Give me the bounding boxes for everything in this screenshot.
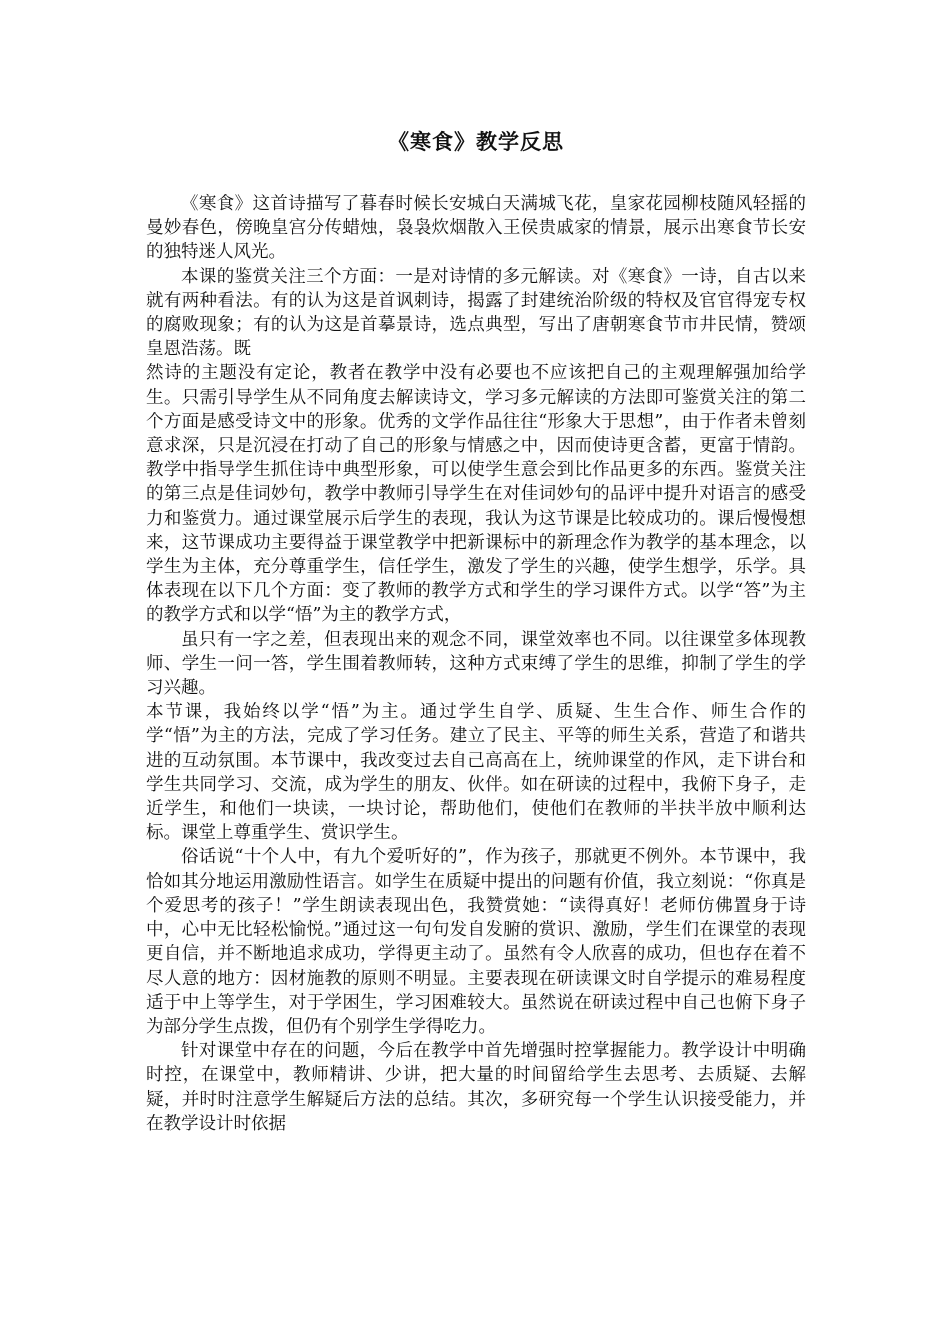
paragraph-1: 《寒食》这首诗描写了暮春时候长安城白天满城飞花，皇家花园柳枝随风轻摇的曼妙春色，傍晚皇宫分传蜡烛，袅袅炊烟散入王侯贵戚家的情景，展示出寒食节长安的独特迷人风光。 [146,194,806,263]
paragraph-2: 本课的鉴赏关注三个方面：一是对诗情的多元解读。对《寒食》一诗，自古以来就有两种看法。有的认为这是首讽刺诗，揭露了封建统治阶级的特权及官官得宠专权的腐败现象；有的认为这是首摹景诗，选点典型，写出了唐朝寒食节市井民情，赞颂皇恩浩荡。既 [146,266,806,360]
paragraph-3: 然诗的主题没有定论，教者在教学中没有必要也不应该把自己的主观理解强加给学生。只需引导学生从不同角度去解读诗文，学习多元解读的方法即可鉴赏关注的第二个方面是感受诗文中的形象。优秀的文学作品往往“形象大于思想”，由于作者未曾刻意求深，只是沉浸在打动了自己的形象与情感之中，因而使诗更含蓄，更富于情韵。教学中指导学生抓住诗中典型形象，可以使学生意会到比作品更多的东西。鉴赏关注的第三点是佳词妙句，教学中教师引导学生在对佳词妙句的品评中提升对语言的感受力和鉴赏力。通过课堂展示后学生的表现，我认为这节课是比较成功的。课后慢慢想来，这节课成功主要得益于课堂教学中把新课标中的新理念作为教学的基本理念，以学生为主体，充分尊重学生，信任学生，激发了学生的兴趣，使学生想学，乐学。具体表现在以下几个方面：变了教师的教学方式和学生的学习课件方式。以学“答”为主的教学方式和以学“悟”为主的教学方式， [146,363,806,626]
paragraph-4: 虽只有一字之差，但表现出来的观念不同，课堂效率也不同。以往课堂多体现教师、学生一问一答，学生围着教师转，这种方式束缚了学生的思维，抑制了学生的学习兴趣。 [146,629,806,699]
document-page [146,126,806,1136]
document-title: 《寒食》教学反思 [388,130,564,154]
paragraph-6: 俗话说“十个人中，有九个爱听好的”，作为孩子，那就更不例外。本节课中，我恰如其分地运用激励性语言。如学生在质疑中提出的问题有价值，我立刻说：“你真是个爱思考的孩子！”学生朗读表现出色，我赞赏她：“读得真好！老师仿佛置身于诗中，心中无比轻松愉悦。”通过这一句句发自发腑的赏识、激励，学生们在课堂的表现更自信，并不断地追求成功，学得更主动了。虽然有令人欣喜的成功，但也存在着不尽人意的地方：因材施教的原则不明显。主要表现在研读课文时自学提示的难易程度适于中上等学生，对于学困生，学习困难较大。虽然说在研读过程中自己也俯下身子为部分学生点拨，但仍有个别学生学得吃力。 [146,847,806,1037]
paragraph-5: 本节课，我始终以学“悟”为主。通过学生自学、质疑、生生合作、师生合作的学“悟”为主的方法，完成了学习任务。建立了民主、平等的师生关系，营造了和谐共进的互动氛围。本节课中，我改变过去自己高高在上，统帅课堂的作风，走下讲台和学生共同学习、交流，成为学生的朋友、伙伴。如在研读的过程中，我俯下身子，走近学生，和他们一块读，一块讨论，帮助他们，使他们在教师的半扶半放中顺利达标。课堂上尊重学生、赏识学生。 [146,702,806,844]
paragraph-7: 针对课堂中存在的问题，今后在教学中首先增强时控掌握能力。教学设计中明确时控，在课堂中，教师精讲、少讲，把大量的时间留给学生去思考、去质疑、去解疑，并时时注意学生解疑后方法的总结。其次，多研究每一个学生认识接受能力，并在教学设计时依据 [146,1041,806,1134]
